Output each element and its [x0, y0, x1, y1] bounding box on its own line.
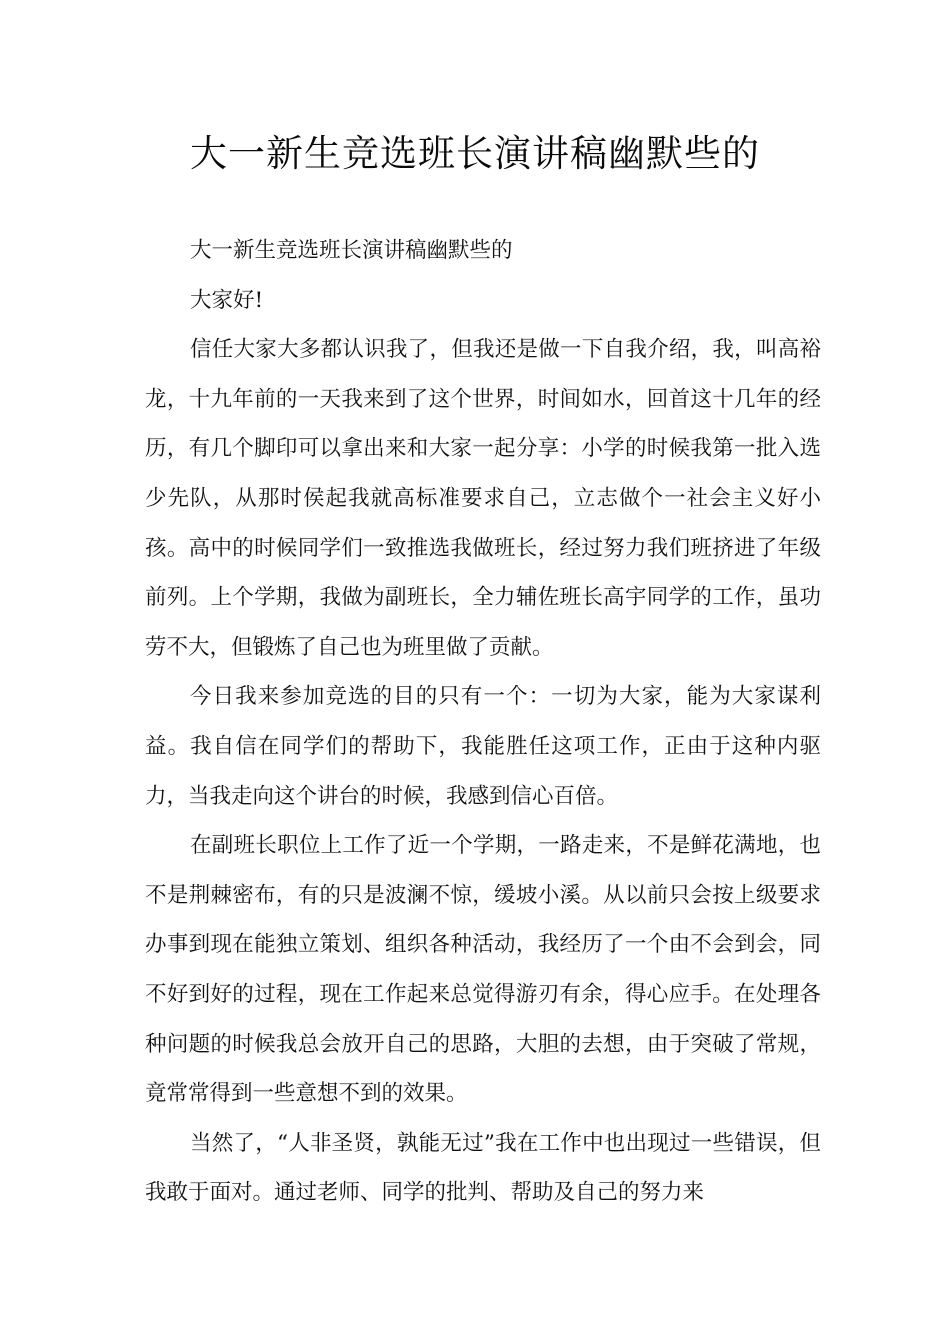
paragraph: 当然了，“人非圣贤，孰能无过”我在工作中也出现过一些错误，但我敢于面对。通过老师、同学的批判、帮助及自己的努力来 [145, 1130, 821, 1206]
paragraph: 信任大家大多都认识我了，但我还是做一下自我介绍，我，叫高裕龙，十九年前的一天我来到了这个世界，时间如水，回首这十几年的经历，有几个脚印可以拿出来和大家一起分享：小学的时候我第一批入选少先队，从那时侯起我就高标准要求自己，立志做个一社会主义好小孩。高中的时候同学们一致推选我做班长，经过努力我们班挤进了年级前列。上个学期，我做为副班长，全力辅佐班长高宇同学的工作，虽功劳不大，但锻炼了自己也为班里做了贡献。 [145, 337, 821, 660]
paragraph: 今日我来参加竞选的目的只有一个：一切为大家，能为大家谋利益。我自信在同学们的帮助下，我能胜任这项工作，正由于这种内驱力，当我走向这个讲台的时候，我感到信心百倍。 [145, 684, 821, 809]
paragraph: 大家好! [190, 287, 264, 313]
document-title: 大一新生竞选班长演讲稿幽默些的 [190, 132, 760, 175]
paragraph: 大一新生竞选班长演讲稿幽默些的 [190, 238, 513, 263]
document-body [145, 226, 821, 1218]
paragraph: 在副班长职位上工作了近一个学期，一路走来，不是鲜花满地，也不是荆棘密布，有的只是波澜不惊，缓坡小溪。从以前只会按上级要求办事到现在能独立策划、组织各种活动，我经历了一个由不会到会，同不好到好的过程，现在工作起来总觉得游刃有余，得心应手。在处理各种问题的时候我总会放开自己的思路，大胆的去想，由于突破了常规，竟常常得到一些意想不到的效果。 [145, 833, 821, 1107]
